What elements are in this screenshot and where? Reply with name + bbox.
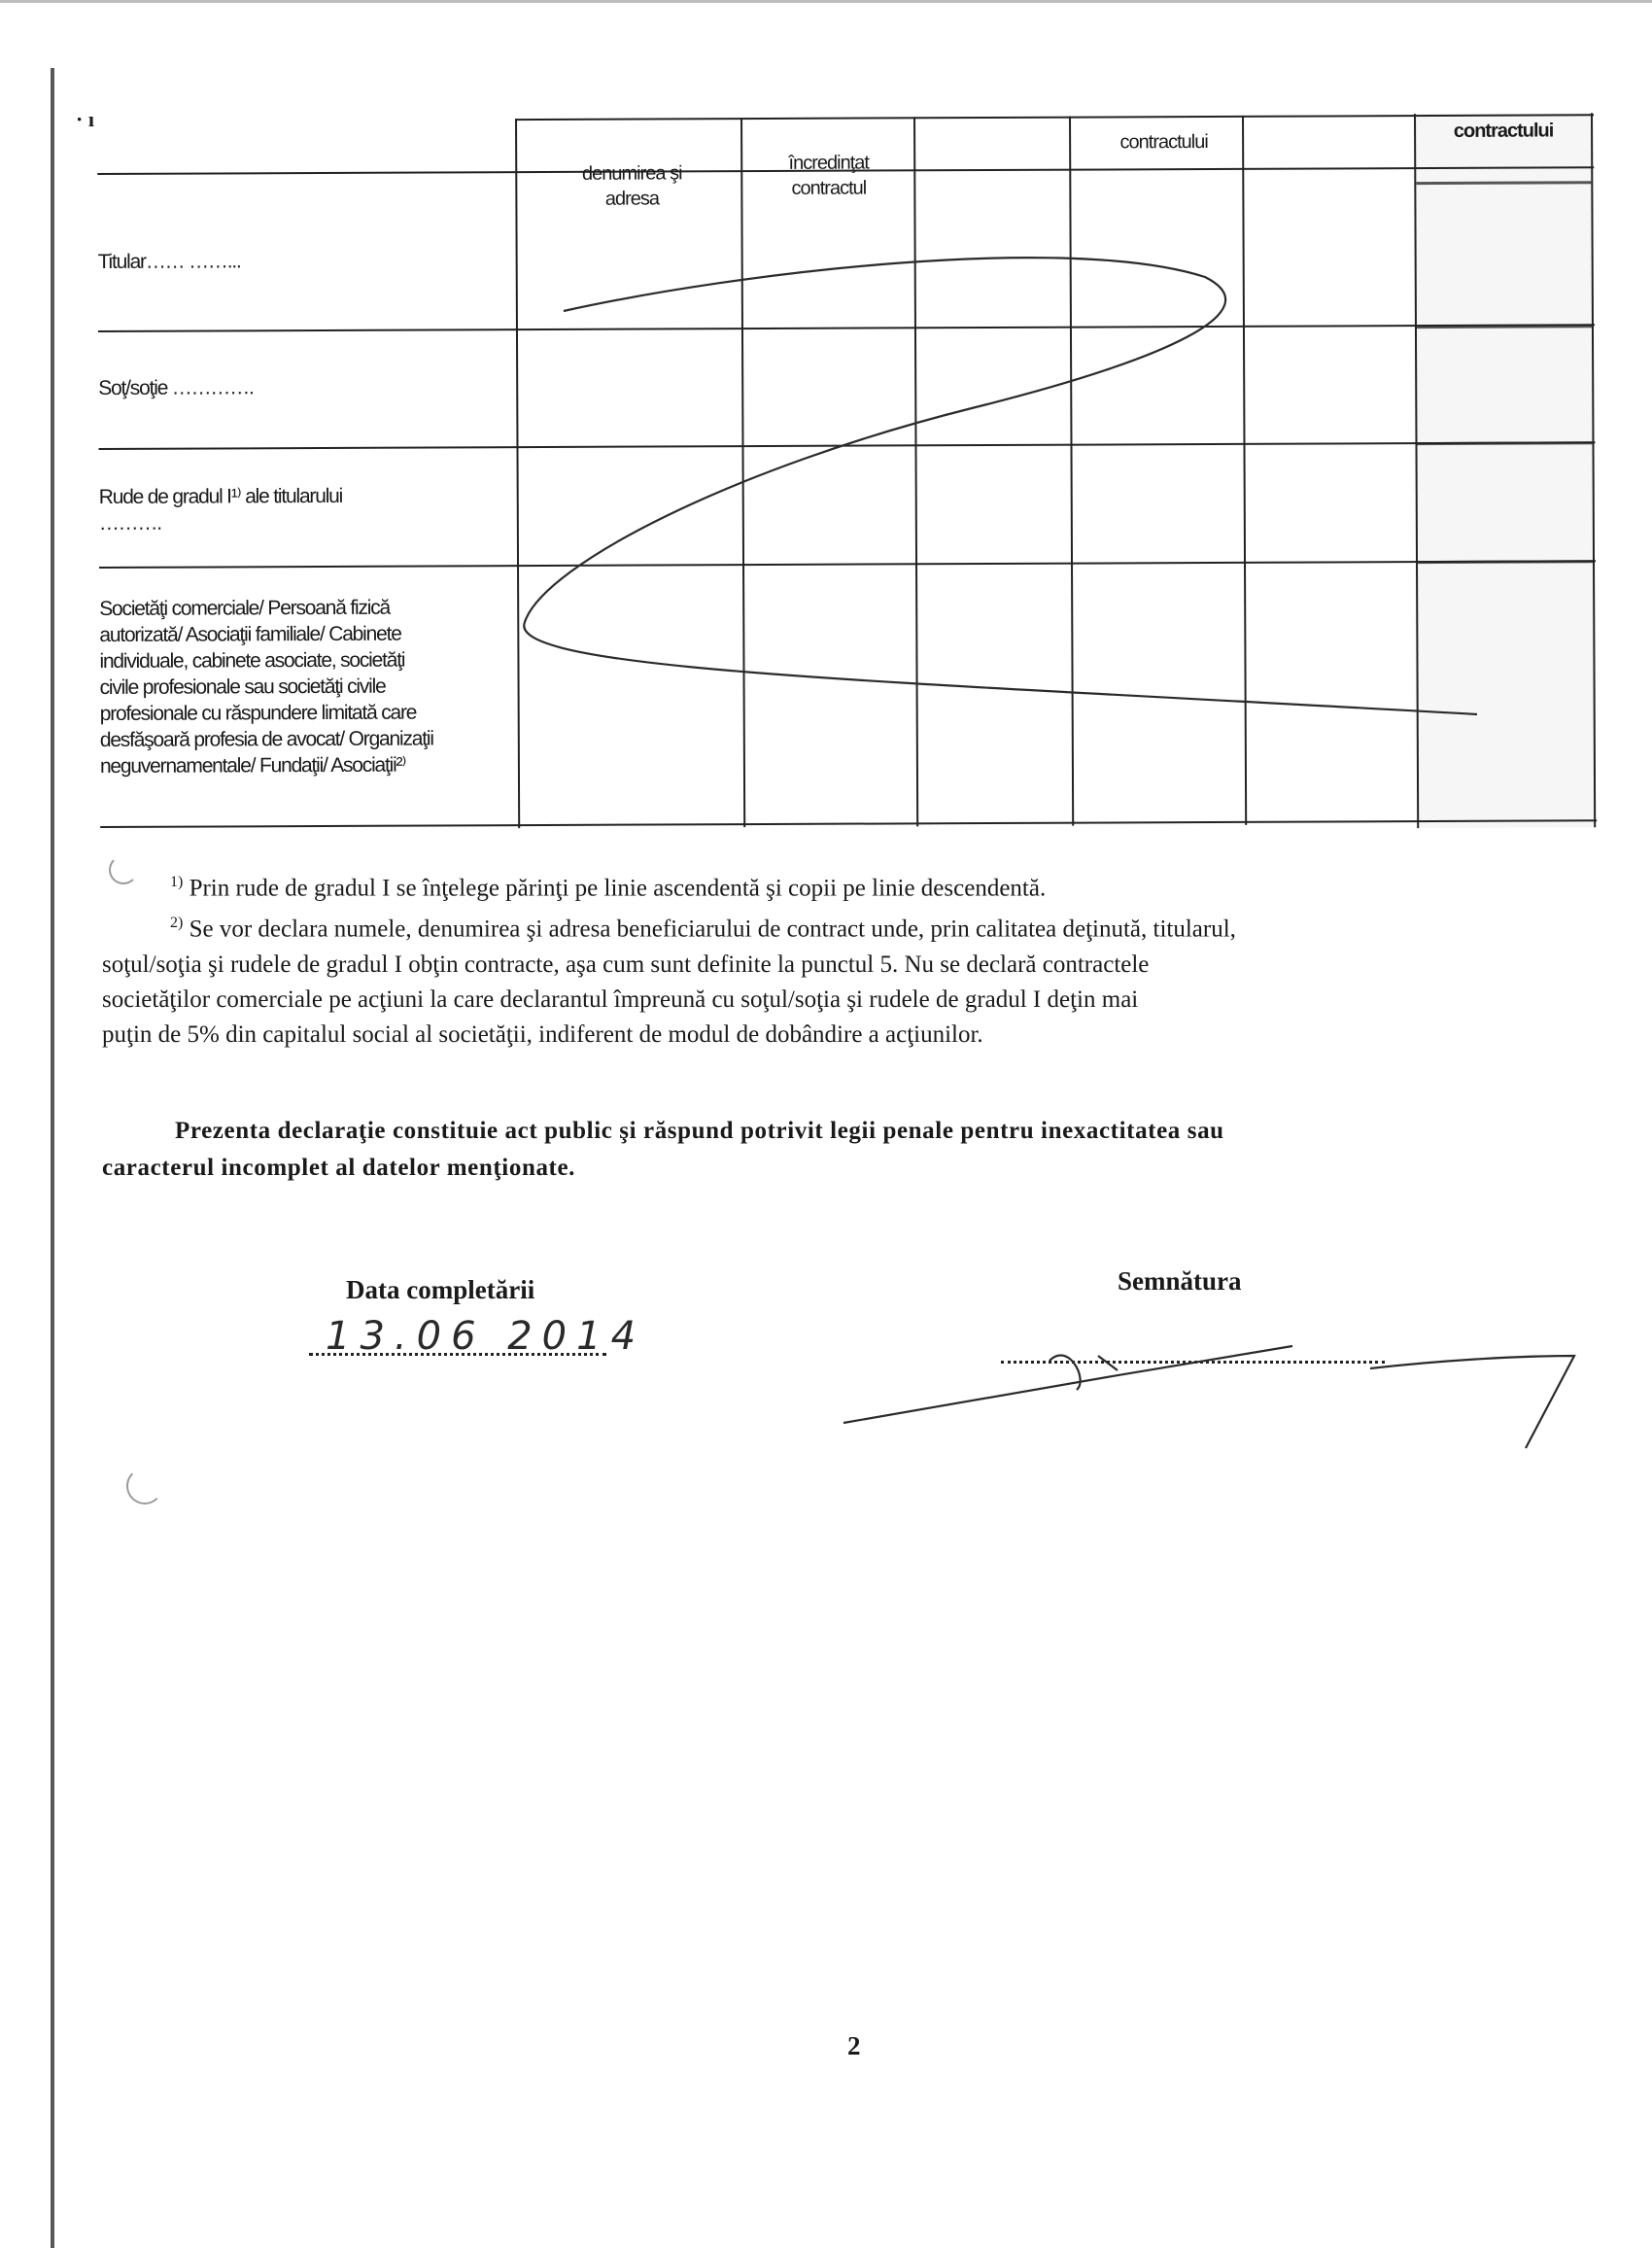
z-strike-mark [524,258,1477,714]
date-value-handwritten: 13.06 2014 [326,1314,646,1359]
footnote-2-marker: 2) [170,915,184,932]
scan-mark: · ı [76,107,94,131]
header-beneficiary-name: denumirea şi adresa [581,162,682,210]
header-contract-awarded: încredinţat contractul [788,152,869,199]
signature-scribble [843,1346,1574,1448]
signature-label: Semnătura [1118,1266,1242,1296]
footnote-2-line-3: societăţilor comerciale pe acţiuni la care declarantul împreună cu soţul/soţia şi rudele de gradul I deţin mai [102,986,1139,1013]
row-label-holder: Titular…… ……... [97,250,241,273]
footnote-2-line-1: Se vor declara numele, denumirea şi adresa beneficiarului de contract unde, prin calitatea deţinută, titularul, [189,916,1236,943]
statement-line-2: caracterul incomplet al datelor menţionate. [102,1155,576,1181]
row-label-companies: Societăţi comerciale/ Persoană fizică autorizată/ Asociaţii familiale/ Cabinete individuale, cabinete asociate, societăţi civile profesionale sau societăţi civile profesionale cu răspundere limitată care desfăşoară profesia de avocat/ Organizaţii neguvernamentale/ Fundaţii/ Asociaţii²⁾ [99,596,433,778]
header-contract-type: contractului [1119,131,1208,154]
statement-line-1: Prezenta declaraţie constituie act public şi răspund potrivit legii penale pentru inexactitatea sau [175,1118,1224,1144]
footnote-2-line-2: soţul/soţia şi rudele de gradul I obţin contracte, aşa cum sunt definite la punctul 5. Nu se declară contractele [102,951,1150,978]
footnote-1-marker: 1) [170,874,184,890]
footnote-2-line-4: puţin de 5% din capitalul social al societăţii, indiferent de modul de dobândire a acţiunilor. [102,1020,983,1048]
page-number: 2 [847,2031,861,2060]
row-label-spouse: Soţ/soţie …………. [98,376,254,399]
footnote-1-text: Prin rude de gradul I se înţelege părinţi pe linie ascendentă şi copii pe linie descendentă. [189,875,1047,902]
header-contract-value: contractului [1453,120,1554,142]
row-label-relatives: Rude de gradul I¹⁾ ale titularului ………. [98,484,343,535]
date-label: Data completării [346,1275,535,1304]
